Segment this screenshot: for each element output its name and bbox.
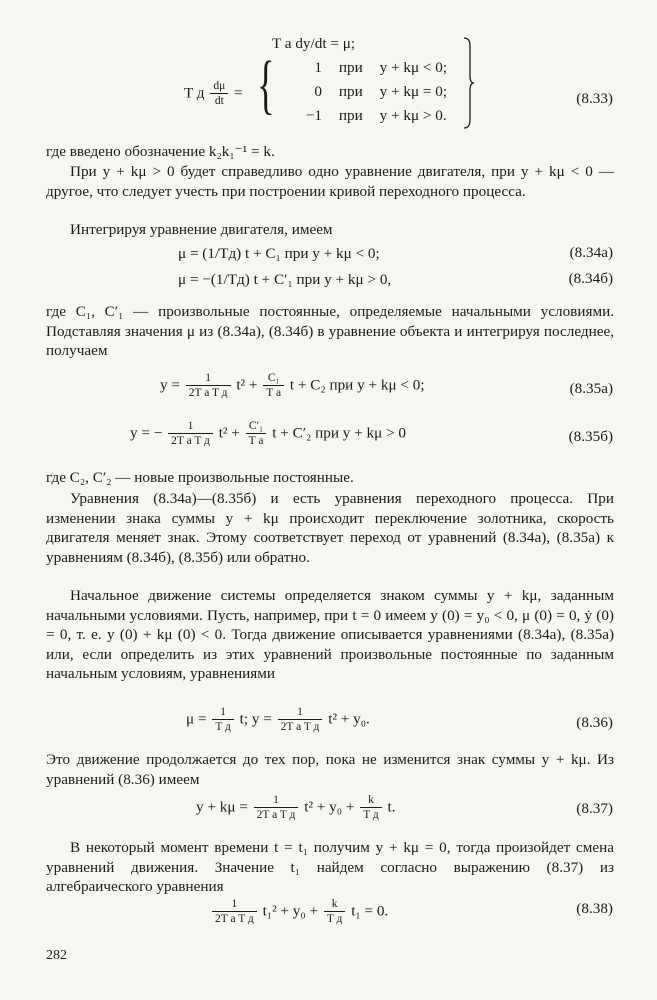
case-value: −1: [305, 107, 322, 124]
eq-8-33-frac-den: dt: [210, 93, 228, 108]
eq-8-34a-number: (8.34a): [569, 244, 613, 261]
eq-8-34b-number: (8.34б): [568, 270, 613, 287]
paragraph-1: При y + kμ > 0 будет справедливо одно уравнение двигателя, при y + kμ < 0 — другое, что следует учесть при построении кривой переходного процесса.: [46, 163, 614, 200]
eq-fraction: [168, 420, 213, 448]
eq-term: t + C₂ при y + kμ < 0;: [289, 376, 425, 394]
eq-term: t² +: [236, 376, 258, 394]
case-word: при: [338, 83, 363, 100]
eq-term: t₁ = 0.: [351, 902, 389, 920]
paragraph-8: В некоторый момент времени t = t₁ получим y + kμ = 0, тогда произойдет смена уравнений движения. Значение t₁ найдем согласно выражению (8.37) из алгебраического уравнения: [46, 839, 614, 896]
eq-8-33-cases: [290, 56, 450, 128]
paragraph-4: где C₂, C′₂ — новые произвольные постоянные.: [46, 469, 354, 486]
frac-num: 1: [187, 420, 194, 432]
eq-fraction: [212, 706, 234, 734]
frac-num: 1: [205, 372, 212, 384]
eq-8-34a: μ = (1/Tд) t + C₁ при y + kμ < 0;: [178, 245, 380, 262]
frac-den: T a: [246, 433, 267, 448]
frac-den: 2T a T д: [212, 911, 257, 926]
eq-8-33-frac-num: dμ: [213, 80, 226, 92]
eq-fraction: [186, 372, 231, 400]
eq-8-38: [210, 898, 388, 926]
eq-term: t₁² + y₀ +: [262, 902, 319, 920]
frac-den: T д: [212, 719, 234, 734]
eq-8-37: [196, 794, 396, 822]
eq-fraction: [278, 706, 323, 734]
case-row: [290, 104, 450, 128]
eq-8-33-lhs: [184, 80, 243, 108]
eq-fraction: [360, 794, 382, 822]
frac-den: T a: [263, 385, 284, 400]
eq-8-36: [186, 706, 370, 734]
paragraph-3: где C₁, C′₁ — произвольные постоянные, определяемые начальными условиями. Подставляя значения μ из (8.34a), (8.34б) в уравнение объекта и интегрируя последнее, получаем: [46, 303, 614, 360]
case-condition: y + kμ = 0;: [379, 83, 448, 100]
eq-term: t² + y₀ +: [304, 798, 355, 816]
frac-den: 2T a T д: [254, 807, 299, 822]
frac-num: k: [368, 794, 374, 806]
eq-8-37-number: (8.37): [576, 800, 613, 817]
eq-8-36-number: (8.36): [576, 714, 613, 731]
frac-num: C₁: [267, 372, 280, 384]
frac-den: T д: [324, 911, 346, 926]
eq-fraction: [324, 898, 346, 926]
frac-den: T д: [360, 807, 382, 822]
eq-8-35a: [160, 372, 425, 400]
frac-num: 1: [231, 898, 238, 910]
frac-den: 2T a T д: [186, 385, 231, 400]
eq-8-33-eq-sign: =: [234, 84, 243, 102]
eq-8-33-lhs-symbol: T д: [184, 84, 205, 102]
frac-den: 2T a T д: [278, 719, 323, 734]
frac-num: 1: [297, 706, 303, 718]
left-brace: {: [257, 48, 275, 121]
eq-fraction: [212, 898, 257, 926]
eq-8-33-top-line: T a dy/dt = μ;: [272, 35, 356, 52]
case-row: [290, 56, 450, 80]
paragraph-7: Это движение продолжается до тех пор, пока не изменится знак суммы y + kμ. Из уравнений (8.36) имеем: [46, 751, 614, 788]
case-condition: y + kμ > 0.: [379, 107, 447, 124]
eq-8-35a-number: (8.35a): [569, 380, 613, 397]
eq-fraction: [246, 420, 267, 448]
case-value: 1: [314, 59, 322, 76]
paragraph-5: Уравнения (8.34a)—(8.35б) и есть уравнения переходного процесса. При изменении знака суммы y + kμ происходит переключение золотника, скорость двигателя меняет знак. Этому соответствует переход от уравнений (8.34a), (8.35a) к уравнениям (8.34б), (8.35б) или обратно.: [46, 490, 614, 566]
frac-num: k: [331, 898, 338, 910]
eq-term: t + C′₂ при y + kμ > 0: [272, 424, 407, 442]
notation-line: где введено обозначение k₂k₁⁻¹ = k.: [46, 143, 275, 160]
case-word: при: [338, 59, 363, 76]
case-word: при: [338, 107, 363, 124]
eq-8-38-number: (8.38): [576, 900, 613, 917]
eq-term: t.: [387, 798, 396, 816]
case-row: [290, 80, 450, 104]
case-value: 0: [314, 83, 322, 100]
eq-lhs: y =: [160, 376, 180, 394]
eq-term: μ =: [186, 710, 207, 728]
eq-8-33-number: (8.33): [576, 90, 613, 107]
page-number: 282: [46, 948, 67, 963]
frac-num: C′₁: [248, 420, 264, 432]
frac-den: 2T a T д: [168, 433, 213, 448]
eq-lhs: y = −: [130, 424, 163, 442]
frac-num: 1: [220, 706, 226, 718]
frac-num: 1: [273, 794, 279, 806]
eq-8-35b: [130, 420, 406, 448]
eq-term: t; y =: [239, 710, 272, 728]
right-brace: [462, 36, 476, 130]
eq-8-33-fraction: [210, 80, 228, 108]
eq-term: t² + y₀.: [328, 710, 370, 728]
eq-8-35b-number: (8.35б): [568, 428, 613, 445]
paragraph-2: Интегрируя уравнение двигателя, имеем: [70, 221, 333, 238]
eq-term: t² +: [218, 424, 240, 442]
case-condition: y + kμ < 0;: [379, 59, 448, 76]
eq-fraction: [254, 794, 299, 822]
eq-term: y + kμ =: [196, 798, 248, 816]
eq-8-34b: μ = −(1/Tд) t + C′₁ при y + kμ > 0,: [178, 271, 392, 288]
paragraph-6: Начальное движение системы определяется знаком суммы y + kμ, заданным начальными условиями. Пусть, например, при t = 0 имеем y (0) = y₀ < 0, μ (0) = 0, ẏ (0) = 0, т. е. y (0) + kμ (0) < 0. Тогда движение описывается уравнениями (8.34a), (8.35a) или, если определить из этих уравнений произвольные постоянные по заданным начальным условиям, уравнениями: [46, 587, 614, 683]
eq-fraction: [263, 372, 284, 400]
